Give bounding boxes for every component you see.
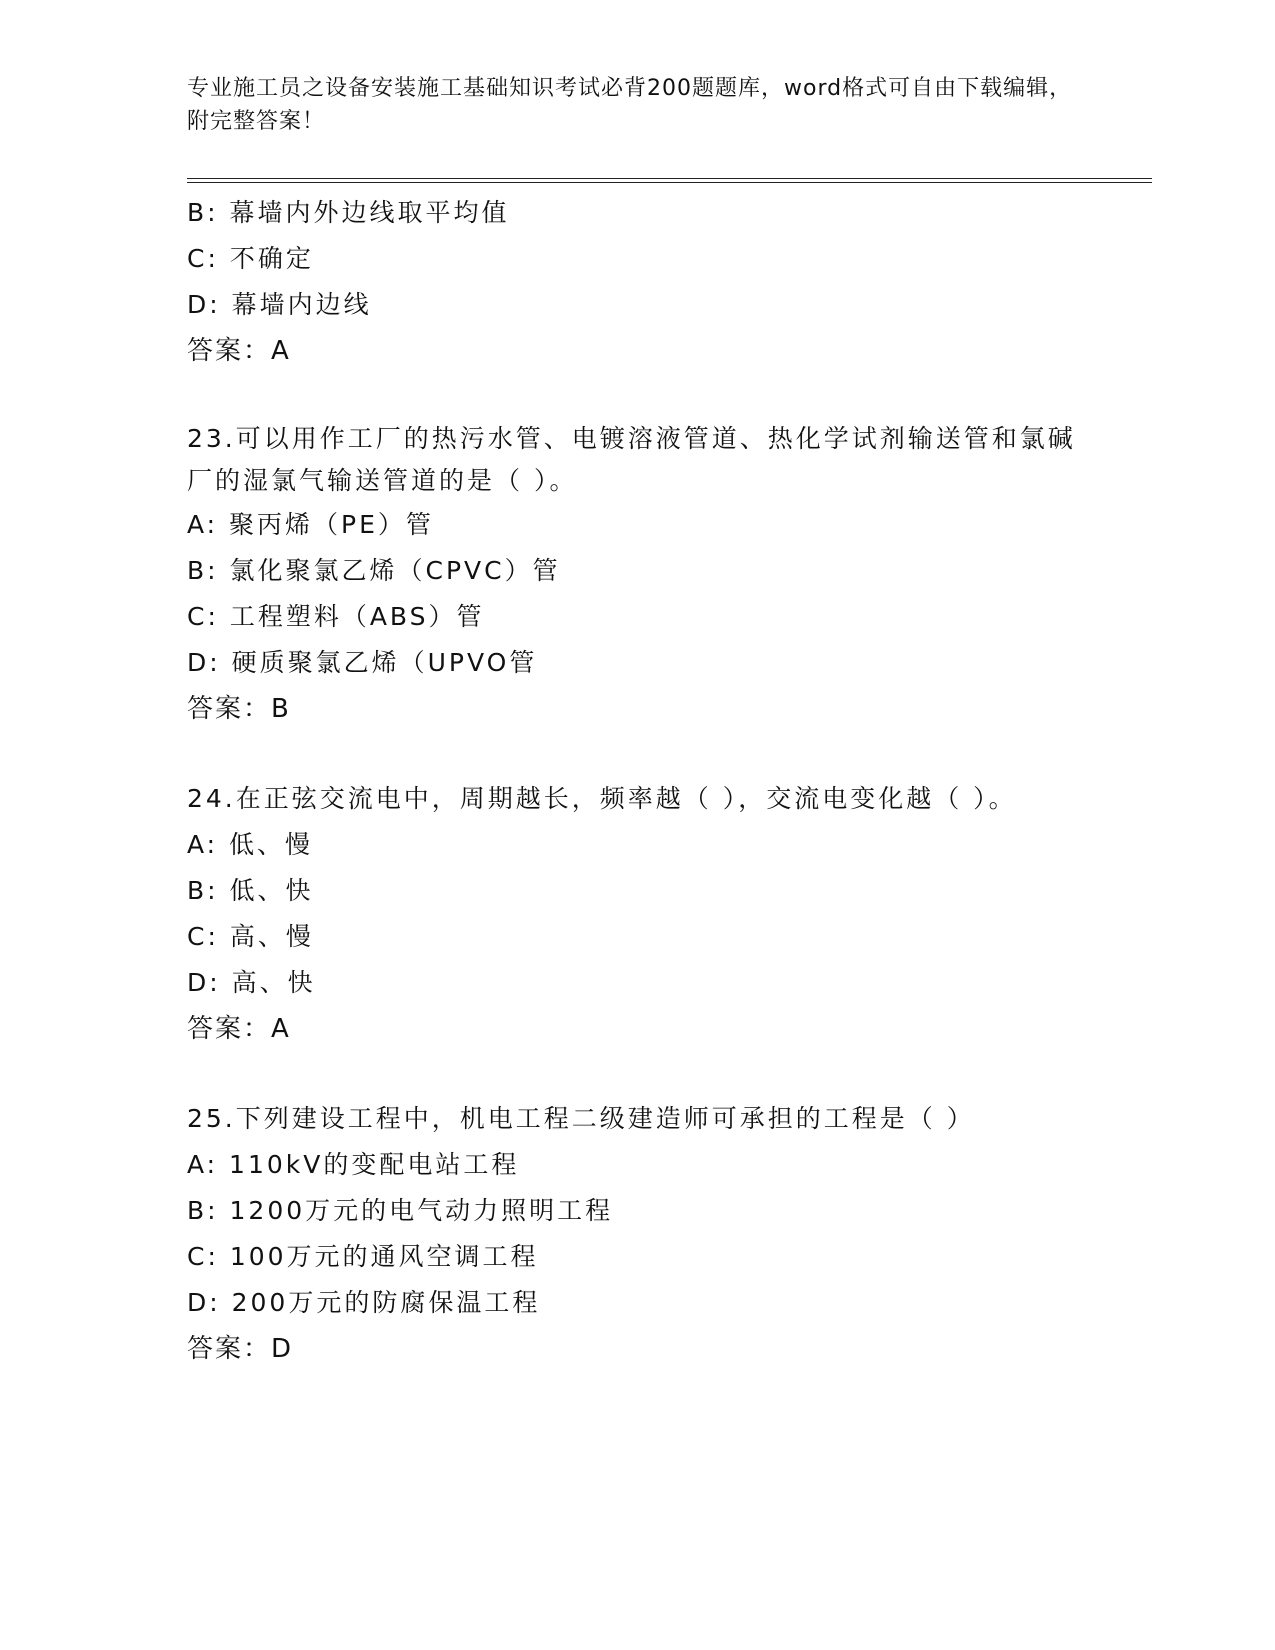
question-22-tail bbox=[187, 190, 1087, 374]
option-a: A: 低、慢 bbox=[187, 830, 314, 859]
option-a: A: 聚丙烯（PE）管 bbox=[187, 510, 434, 539]
document-header bbox=[187, 72, 1087, 138]
answer: 答案：A bbox=[187, 336, 291, 366]
option-c: C: 工程塑料（ABS）管 bbox=[187, 602, 485, 631]
header-divider-bottom bbox=[187, 182, 1152, 183]
option-d: D: 硬质聚氯乙烯（UPVO管 bbox=[187, 648, 538, 677]
question-24 bbox=[187, 776, 1087, 1052]
option-b: B: 低、快 bbox=[187, 876, 314, 905]
option-b: B: 幕墙内外边线取平均值 bbox=[187, 198, 510, 227]
option-b: B: 1200万元的电气动力照明工程 bbox=[187, 1196, 614, 1225]
question-text: 23.可以用作工厂的热污水管、电镀溶液管道、热化学试剂输送管和氯碱厂的湿氯气输送管道的是（ ）。 bbox=[187, 424, 1076, 495]
answer: 答案：B bbox=[187, 694, 291, 724]
option-c: C: 高、慢 bbox=[187, 922, 314, 951]
question-23 bbox=[187, 418, 1087, 732]
answer: 答案：D bbox=[187, 1334, 294, 1364]
option-d: D: 200万元的防腐保温工程 bbox=[187, 1288, 541, 1317]
header-divider-top bbox=[187, 178, 1152, 179]
option-d: D: 幕墙内边线 bbox=[187, 290, 372, 319]
option-c: C: 100万元的通风空调工程 bbox=[187, 1242, 539, 1271]
option-c: C: 不确定 bbox=[187, 244, 314, 273]
answer: 答案：A bbox=[187, 1014, 291, 1044]
spacer bbox=[187, 1052, 1087, 1096]
question-25 bbox=[187, 1096, 1087, 1372]
document-title: 专业施工员之设备安装施工基础知识考试必背200题题库，word格式可自由下载编辑，附完整答案！ bbox=[187, 76, 1073, 134]
question-text: 25.下列建设工程中，机电工程二级建造师可承担的工程是（ ） bbox=[187, 1104, 975, 1133]
question-list bbox=[187, 190, 1087, 1372]
option-b: B: 氯化聚氯乙烯（CPVC）管 bbox=[187, 556, 561, 585]
spacer bbox=[187, 374, 1087, 418]
option-a: A: 110kV的变配电站工程 bbox=[187, 1150, 520, 1179]
question-text: 24.在正弦交流电中，周期越长，频率越（ ），交流电变化越（ ）。 bbox=[187, 784, 1017, 813]
option-d: D: 高、快 bbox=[187, 968, 316, 997]
spacer bbox=[187, 732, 1087, 776]
